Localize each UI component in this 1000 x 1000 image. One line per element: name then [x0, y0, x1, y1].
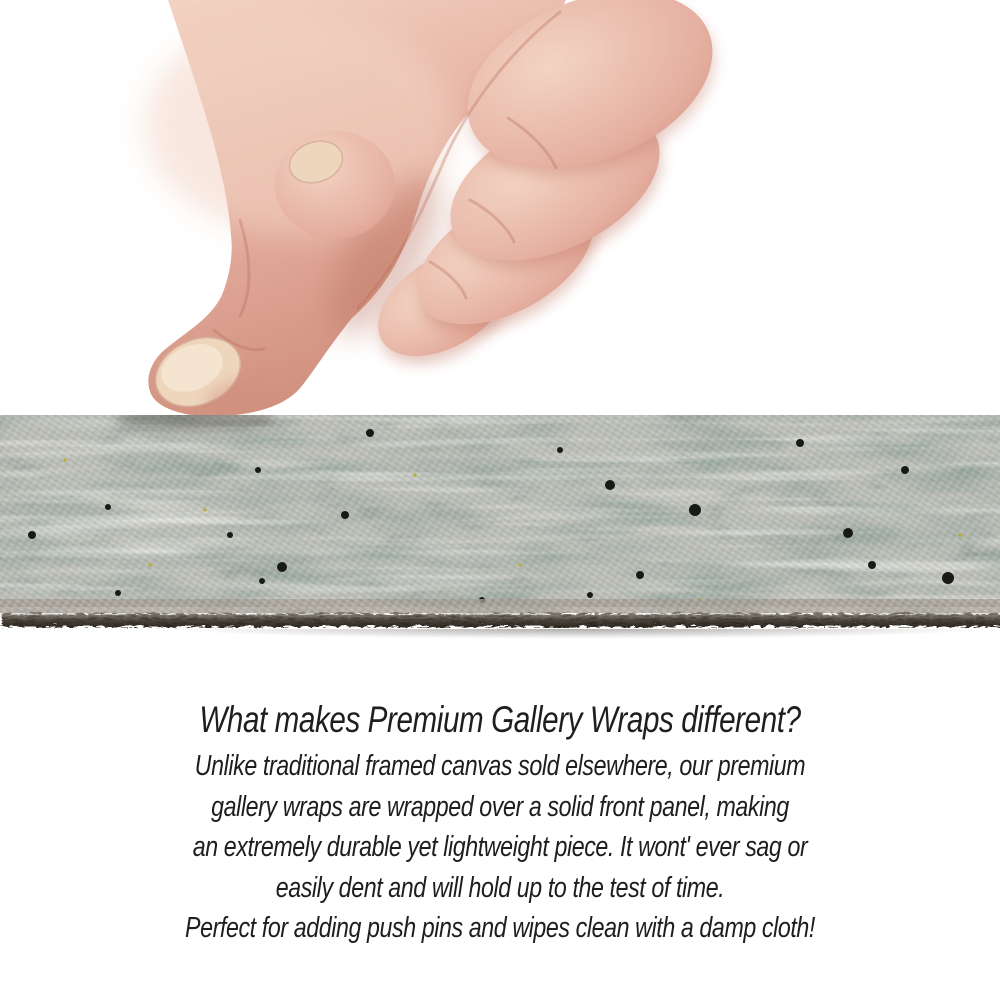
panel-drop-shadow — [0, 629, 1000, 643]
hand-photo — [0, 0, 1000, 430]
caption-title: What makes Premium Gallery Wraps different? — [199, 699, 801, 740]
canvas-weave — [0, 415, 1000, 607]
caption-line-5: Perfect for adding push pins and wipes clean with a damp cloth! — [185, 912, 815, 944]
panel-edge — [0, 612, 1000, 625]
caption-block — [100, 699, 900, 949]
caption-line-4: easily dent and will hold up to the test of time. — [275, 871, 725, 904]
caption-line-2: gallery wraps are wrapped over a solid front panel, making — [211, 790, 789, 823]
caption-line-3: an extremely durable yet lightweight piece. It wont' ever sag or — [192, 831, 808, 863]
canvas-edge-photo — [0, 415, 1000, 630]
caption-line-1: Unlike traditional framed canvas sold elsewhere, our premium — [194, 750, 806, 782]
canvas-fold-weave — [0, 599, 1000, 613]
